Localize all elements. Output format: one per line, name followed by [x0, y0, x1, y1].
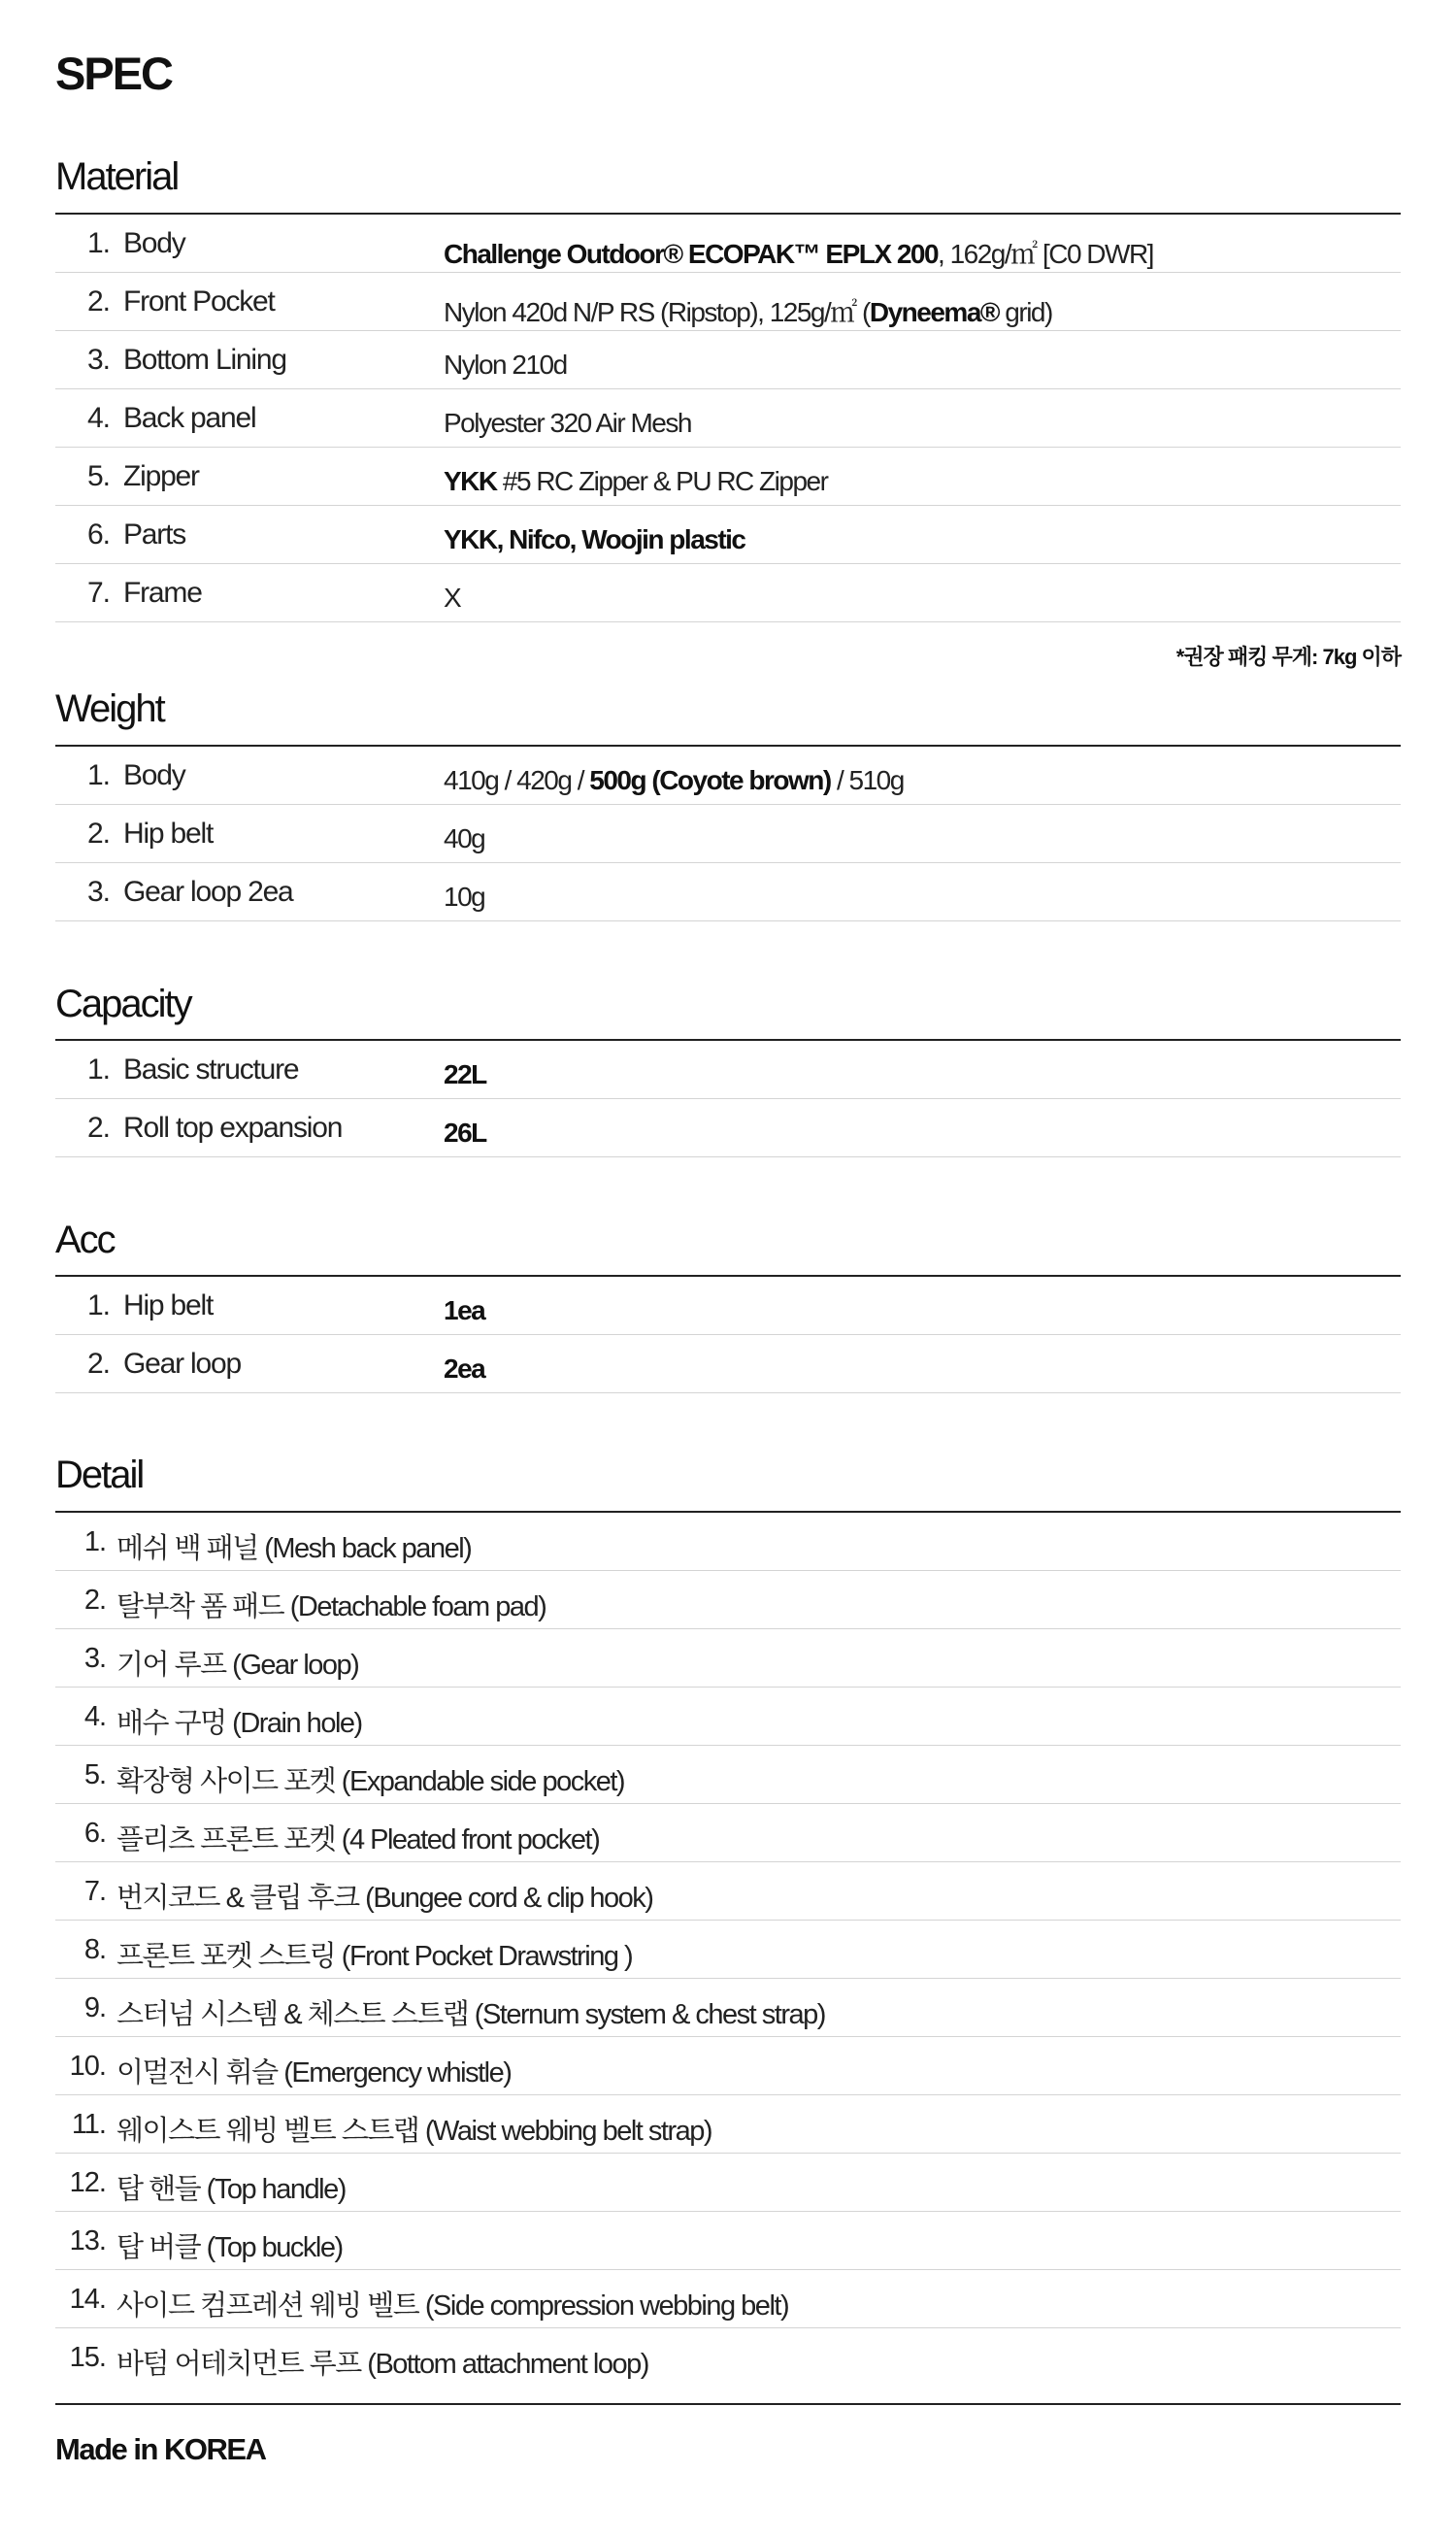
- detail-row: [55, 1688, 1401, 1746]
- detail-row: [55, 1746, 1401, 1804]
- detail-label: 기어 루프 (Gear loop): [116, 1650, 359, 1681]
- row-label: Frame: [123, 577, 202, 609]
- section-title-acc: Acc: [55, 1219, 115, 1261]
- row-number: 9.: [83, 1992, 106, 2023]
- section-title-detail: Detail: [55, 1454, 144, 1496]
- row-label: Parts: [123, 518, 186, 551]
- spec-row: [55, 1277, 1401, 1335]
- value-bold-part: 500g (Coyote brown): [589, 765, 831, 795]
- value-bold-part: YKK: [444, 466, 497, 496]
- row-number: 1.: [86, 1289, 110, 1321]
- row-value: [444, 233, 1153, 272]
- row-number: 6.: [86, 518, 110, 551]
- row-value: [444, 1059, 486, 1090]
- row-value: [444, 350, 567, 381]
- row-value: [444, 1295, 484, 1326]
- detail-row: [55, 1571, 1401, 1629]
- spec-row: [55, 273, 1401, 331]
- spec-row: [55, 863, 1401, 921]
- weight-list: [55, 747, 1401, 921]
- detail-row: [55, 2095, 1401, 2154]
- section-title-weight: Weight: [55, 687, 164, 730]
- row-number: 2.: [86, 1348, 110, 1380]
- row-value: [444, 882, 484, 913]
- detail-label: 번지코드 & 클립 후크 (Bungee cord & clip hook): [116, 1883, 653, 1914]
- detail-label: 바텀 어테치먼트 루프 (Bottom attachment loop): [116, 2349, 648, 2380]
- row-number: 11.: [71, 2109, 106, 2140]
- row-label: Gear loop: [123, 1348, 241, 1380]
- row-label: Gear loop 2ea: [123, 876, 293, 908]
- detail-list: [55, 1513, 1401, 2387]
- detail-label: 웨이스트 웨빙 벨트 스트랩 (Waist webbing belt strap): [116, 2116, 712, 2147]
- section-title-material: Material: [55, 155, 179, 198]
- detail-row: [55, 2212, 1401, 2270]
- row-number: 7.: [83, 1876, 106, 1907]
- value-part: grid): [999, 297, 1052, 327]
- value-part: 40g: [444, 823, 485, 853]
- spec-row: [55, 747, 1401, 805]
- material-list: [55, 215, 1401, 622]
- detail-row: [55, 1513, 1401, 1571]
- row-value: [444, 466, 827, 497]
- row-number: 4.: [86, 402, 110, 434]
- value-part: X: [444, 583, 461, 613]
- spec-row: [55, 805, 1401, 863]
- row-number: 1.: [86, 227, 110, 259]
- detail-label: 탈부착 폼 패드 (Detachable foam pad): [116, 1591, 546, 1622]
- detail-row: [55, 2270, 1401, 2328]
- made-in-label: Made in KOREA: [55, 2432, 266, 2466]
- value-bold-part: Challenge Outdoor® ECOPAK™ EPLX 200: [444, 239, 939, 269]
- spec-row: [55, 506, 1401, 564]
- value-part: Polyester 320 Air Mesh: [444, 408, 691, 438]
- row-number: 5.: [83, 1759, 106, 1790]
- value-bold-part: 2ea: [444, 1354, 485, 1384]
- row-value: [444, 823, 484, 854]
- row-label: Hip belt: [123, 1289, 214, 1321]
- value-part: Nylon 420d N/P RS (Ripstop), 125g/㎡ (: [444, 297, 870, 327]
- row-label: Hip belt: [123, 818, 214, 850]
- row-number: 12.: [69, 2167, 106, 2198]
- row-number: 13.: [69, 2225, 106, 2256]
- row-value: [444, 408, 691, 439]
- detail-row: [55, 1629, 1401, 1688]
- row-value: [444, 583, 460, 614]
- acc-list: [55, 1277, 1401, 1393]
- value-bold-part: 1ea: [444, 1295, 485, 1325]
- detail-row: [55, 1862, 1401, 1921]
- row-number: 1.: [86, 1053, 110, 1086]
- row-number: 1.: [86, 759, 110, 791]
- detail-label: 메쉬 백 패널 (Mesh back panel): [116, 1533, 472, 1564]
- value-part: 410g / 420g /: [444, 765, 590, 795]
- row-number: 3.: [83, 1643, 106, 1674]
- row-number: 4.: [83, 1701, 106, 1732]
- detail-row: [55, 1921, 1401, 1979]
- row-number: 10.: [69, 2051, 106, 2082]
- row-number: 5.: [86, 460, 110, 492]
- value-bold-part: 22L: [444, 1059, 486, 1089]
- detail-row: [55, 2037, 1401, 2095]
- packing-weight-note: *권장 패킹 무게: 7kg 이하: [1175, 645, 1401, 669]
- spec-row: [55, 1041, 1401, 1099]
- row-value: [444, 765, 904, 796]
- detail-row: [55, 2154, 1401, 2212]
- spec-row: [55, 215, 1401, 273]
- capacity-list: [55, 1041, 1401, 1157]
- row-number: 7.: [86, 577, 110, 609]
- row-label: Body: [123, 227, 185, 259]
- row-number: 8.: [83, 1934, 106, 1965]
- value-part: 10g: [444, 882, 485, 912]
- spec-row: [55, 389, 1401, 448]
- row-label: Body: [123, 759, 185, 791]
- detail-label: 사이드 컴프레션 웨빙 벨트 (Side compression webbing belt): [116, 2290, 789, 2322]
- detail-label: 플리츠 프론트 포켓 (4 Pleated front pocket): [116, 1824, 600, 1855]
- detail-label: 이멀전시 휘슬 (Emergency whistle): [116, 2057, 512, 2089]
- section-title-capacity: Capacity: [55, 983, 191, 1025]
- row-number: 2.: [86, 818, 110, 850]
- spec-row: [55, 1099, 1401, 1157]
- value-part: #5 RC Zipper & PU RC Zipper: [496, 466, 828, 496]
- detail-label: 프론트 포켓 스트링 (Front Pocket Drawstring ): [116, 1941, 633, 1972]
- spec-row: [55, 448, 1401, 506]
- row-label: Back panel: [123, 402, 256, 434]
- row-label: Front Pocket: [123, 285, 275, 318]
- detail-row: [55, 1804, 1401, 1862]
- row-number: 1.: [83, 1526, 106, 1557]
- row-label: Basic structure: [123, 1053, 299, 1086]
- row-label: Bottom Lining: [123, 344, 286, 376]
- detail-row: [55, 2328, 1401, 2387]
- value-bold-part: YKK, Nifco, Woojin plastic: [444, 524, 745, 554]
- row-number: 2.: [86, 285, 110, 318]
- row-number: 6.: [83, 1818, 106, 1849]
- row-value: [444, 1354, 484, 1385]
- detail-label: 탑 핸들 (Top handle): [116, 2174, 346, 2205]
- value-part: Nylon 210d: [444, 350, 567, 380]
- row-value: [444, 524, 745, 555]
- spec-row: [55, 564, 1401, 622]
- value-bold-part: 26L: [444, 1118, 486, 1148]
- spec-row: [55, 1335, 1401, 1393]
- row-number: 3.: [86, 344, 110, 376]
- row-number: 2.: [83, 1585, 106, 1616]
- detail-label: 배수 구멍 (Drain hole): [116, 1708, 362, 1739]
- detail-label: 스터넘 시스템 & 체스트 스트랩 (Sternum system & chest strap): [116, 1999, 825, 2030]
- value-part: / 510g: [830, 765, 904, 795]
- row-label: Roll top expansion: [123, 1112, 343, 1144]
- page-title: SPEC: [55, 48, 172, 99]
- row-number: 2.: [86, 1112, 110, 1144]
- row-value: [444, 291, 1052, 330]
- bottom-divider: [55, 2403, 1401, 2405]
- value-bold-part: Dyneema®: [869, 297, 1000, 327]
- value-part: , 162g/㎡ [C0 DWR]: [938, 239, 1153, 269]
- row-number: 3.: [86, 876, 110, 908]
- row-value: [444, 1118, 486, 1149]
- row-number: 14.: [69, 2284, 106, 2315]
- detail-row: [55, 1979, 1401, 2037]
- spec-row: [55, 331, 1401, 389]
- row-label: Zipper: [123, 460, 199, 492]
- detail-label: 확장형 사이드 포켓 (Expandable side pocket): [116, 1766, 625, 1797]
- row-number: 15.: [69, 2342, 106, 2373]
- detail-label: 탑 버클 (Top buckle): [116, 2232, 343, 2263]
